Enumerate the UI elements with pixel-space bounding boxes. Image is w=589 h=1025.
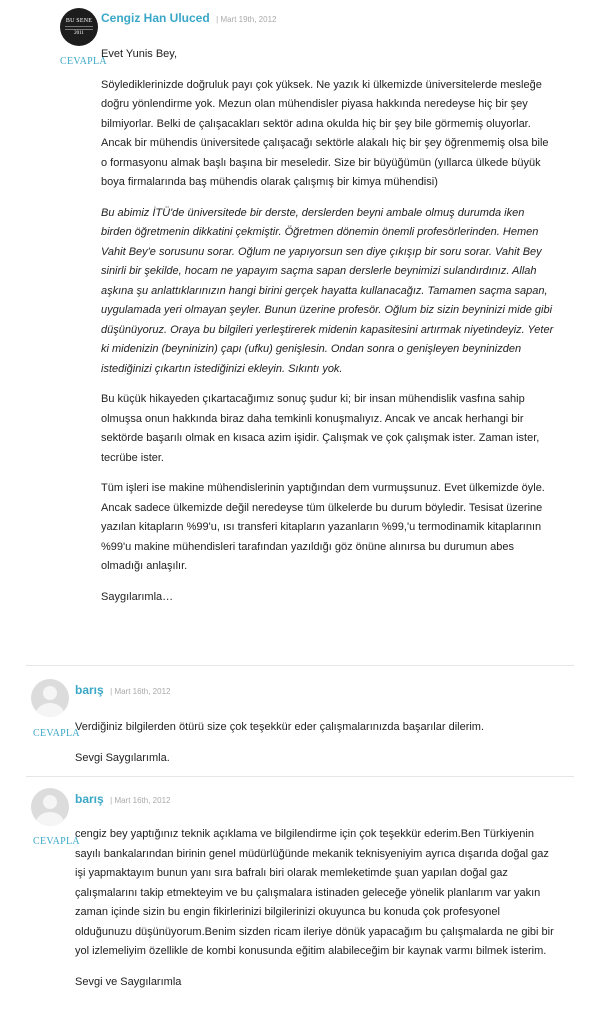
comment-body <box>101 45 555 618</box>
comment-meta <box>101 9 276 27</box>
comment-date: | Mart 16th, 2012 <box>110 796 171 805</box>
comment-body <box>75 825 557 1003</box>
comment-paragraph: Bu abimiz İTÜ'de üniversitede bir derste, derslerden beyni ambale olmuş durumda iken birden öğretmenin dikkatini çekmiştir. Öğretmen dönemin önemli profesörlerinden. Hemen Vahit Bey'e sorusunu sorar. Oğlum ne yapıyorsun sen diye çıkışıp bir soru sorar. Vahit Bey sinirli bir şekilde, hocam ne yapayım saçma sapan derslerle beynimizi sulandırdınız. Allah aşkına şu anlattıklarınızın hangi birini gerçek hayatta kullanacağız. Tamamen saçma sapan, uygulamada yeri olmayan şeyler. Bunun üzerine profesör. Oğlum biz sizin beyninizi mide gibi düşünüyoruz. Oraya bu bilgileri yerleştirerek midenin kapasitesini artırmak niyetindeyiz. Yeter ki midenizin (beyninizin) çapı (ufku) genişlesin. Ondan sonra o genişleyen beyninizden istediğinizi çıkartın istediğinizi ekleyin. Sıkıntı yok. <box>101 206 554 375</box>
avatar <box>31 788 69 826</box>
comment-paragraph: Tüm işleri ise makine mühendislerinin yaptığından dem vurmuşsunuz. Evet ülkemizde öyle. Ancak sadece ülkemizde değil neredeyse tüm ülkelerde bu durum böyledir. Tesisat üzerine yazılan kitapların %99'u, ısı transferi kitapların yazanların %99,'u termodinamik kitaplarının %99'u makine mühendisleri tarafından yazıldığı göz önüne alınırsa bu durumun abes olmadığı anlaşılır. <box>101 482 545 572</box>
comment-paragraph: Söylediklerinizde doğruluk payı çok yüksek. Ne yazık ki ülkemizde üniversitelerde mesleğe doğru yönlendirme yok. Mezun olan mühendisler piyasa hakkında neredeyse hiç bir şey bilmiyorlar. Belki de çalışacakları sektör adına okulda hiç bir şey bile görmemiş oluyorlar. Ancak bir mühendis üniversitede çalışacağı sektörle alakalı hiç bir şey öğrenmemiş olsa bile o formasyonu almak başlı başına bir meseledir. Size bir büyüğümün (yıllarca ülkede büyük boya firmalarında baş mühendis olarak çalışmış bir kimya mühendisi) <box>101 78 549 188</box>
comment-date: | Mart 16th, 2012 <box>110 687 171 696</box>
comment-paragraph: Verdiğiniz bilgilerden ötürü size çok teşekkür eder çalışmalarınızda başarılar dilerim. <box>75 721 485 733</box>
comment-paragraph: cengiz bey yaptığınız teknik açıklama ve bilgilendirme için çok teşekkür ederim.Ben Türkiyenin sayılı bankalarından birinin genel müdürlüğünde mekanik teknisyeniyim ayrıca dışarıda doğal gaz işi yapmaktayım bunun yanı sıra bafralı biri olarak memleketimde şuan yapılan doğal gaz çalışmalarını takip etmekteyim ve bu çalışmalara istinaden geleceğe yönelik planlarım var yakın zaman içinde sizin bu engin fikirlerinizi bilgilerinizi okuyunca bu konuda çok profesyonel olduğunuzu düşünüyorum.Benim sizden ricam ileriye dönük yapacağım bu çalışmalarda ne gibi bir yol izlemeliyim özellikle de kombi konusunda eğitim alabileceğim bir kaynak varmı bilmek isterim. <box>75 828 554 957</box>
comment-author[interactable]: Cengiz Han Uluced <box>101 11 210 25</box>
comment-author[interactable]: barış <box>75 792 104 806</box>
comment-meta <box>75 681 170 699</box>
avatar-body <box>36 703 64 717</box>
reply-link[interactable]: CEVAPLA <box>33 836 80 847</box>
avatar-body <box>36 812 64 826</box>
comment-paragraph: Sevgi Saygılarımla. <box>75 751 170 764</box>
comment-author[interactable]: barış <box>75 683 104 697</box>
comment-paragraph: Saygılarımla… <box>101 590 174 603</box>
comment-divider <box>26 776 574 777</box>
reply-link[interactable]: CEVAPLA <box>60 56 107 67</box>
comment-divider <box>26 665 574 666</box>
comment-paragraph: Evet Yunis Bey, <box>101 48 178 60</box>
avatar-logo-year: 2011 <box>74 31 84 36</box>
avatar-logo-rule <box>65 26 93 30</box>
comment-meta <box>75 790 170 808</box>
comment-body <box>75 718 555 779</box>
avatar <box>60 8 98 46</box>
avatar-logo-text: BU SENE <box>65 18 93 24</box>
comment-date: | Mart 19th, 2012 <box>216 15 277 24</box>
avatar <box>31 679 69 717</box>
avatar-head <box>43 795 57 809</box>
reply-link[interactable]: CEVAPLA <box>33 728 80 739</box>
comment-paragraph: Bu küçük hikayeden çıkartacağımız sonuç şudur ki; bir insan mühendislik vasfına sahip olmuşsa onun hakkında biraz daha temkinli konuşmalıyız. Ancak ve ancak herhangi bir sektörde başarılı olmak en kısaca azim işidir. Çalışmak ve çok çalışmak ister. Zaman ister, tecrübe ister. <box>101 393 540 464</box>
comment-paragraph: Sevgi ve Saygılarımla <box>75 975 182 988</box>
avatar-head <box>43 686 57 700</box>
